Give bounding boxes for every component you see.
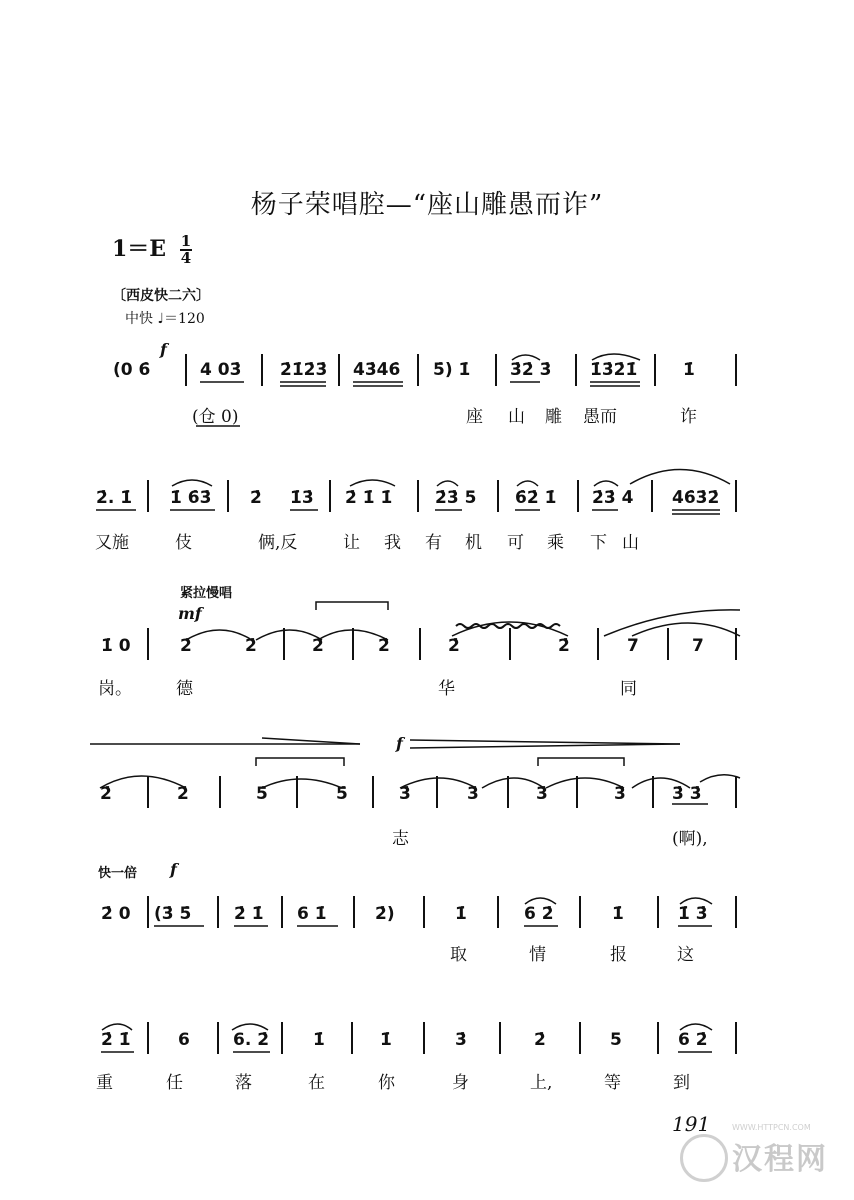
lyric: 志 bbox=[392, 829, 409, 849]
lyric: 上, bbox=[530, 1073, 553, 1093]
note-group: 1̇ 0 bbox=[101, 636, 131, 656]
note-group: 1̇ bbox=[455, 904, 467, 924]
note-group: 2̇ bbox=[245, 636, 257, 656]
lyric: 下 bbox=[590, 533, 607, 553]
note-group: 2̇1̇2̇3̇ bbox=[280, 360, 328, 380]
trill-line bbox=[456, 624, 560, 628]
lyric: 我 bbox=[384, 533, 401, 553]
note-group: 1̇ bbox=[683, 360, 695, 380]
note-group: 7 bbox=[692, 636, 704, 656]
note-group: 2̇ 1̇ 1̇ bbox=[345, 488, 393, 508]
note-group: 3̇ 3̇ bbox=[672, 784, 702, 804]
lyric: 座 bbox=[466, 407, 483, 427]
time-signature-numerator: 1 bbox=[180, 232, 192, 250]
watermark-logo-icon bbox=[680, 1134, 728, 1182]
note-group: 2̇ 1̇ bbox=[234, 904, 264, 924]
lyric: 重 bbox=[96, 1073, 113, 1093]
tempo-marking: 中快 ♩＝120 bbox=[125, 311, 205, 327]
performance-annotation: 紧拉慢唱 bbox=[180, 586, 233, 601]
lyric: 岗。 bbox=[98, 679, 132, 699]
dynamic-mark: f bbox=[160, 340, 167, 359]
lyric: 有 bbox=[425, 533, 442, 553]
note-group: 1̇ 3̇ bbox=[678, 904, 708, 924]
lyric: 在 bbox=[308, 1073, 325, 1093]
page-title: 杨子荣唱腔—“座山雕愚而诈” bbox=[250, 190, 604, 220]
lyric: 山 bbox=[622, 533, 639, 553]
note-group: 2̇3̇ 5 bbox=[435, 488, 477, 508]
note-group: 1̇ 6̇3̇ bbox=[170, 488, 212, 508]
lyric: 报 bbox=[610, 945, 627, 965]
note-group: 6 2̇ bbox=[524, 904, 554, 924]
dynamic-mark: mf bbox=[178, 604, 202, 623]
note-group: 1̇ bbox=[612, 904, 624, 924]
note-group: 3̇ bbox=[399, 784, 411, 804]
note-group: 2̇ bbox=[378, 636, 390, 656]
lyric: 伎 bbox=[175, 533, 192, 553]
lyric: 雕 bbox=[545, 407, 562, 427]
lyric: 任 bbox=[166, 1073, 183, 1093]
note-group: (3̇ 5̇ bbox=[154, 904, 192, 924]
lyric: (啊), bbox=[672, 829, 708, 849]
note-group: 3̇ bbox=[467, 784, 479, 804]
note-group: 2̇ bbox=[100, 784, 112, 804]
note-group: 2̇ bbox=[180, 636, 192, 656]
lyric: 等 bbox=[604, 1073, 621, 1093]
lyric: 同 bbox=[620, 679, 637, 699]
time-signature bbox=[180, 234, 192, 266]
note-group: 3̇2̇ 3̇ bbox=[510, 360, 552, 380]
lyric: 让 bbox=[343, 533, 360, 553]
lyric: 山 bbox=[508, 407, 525, 427]
tempo-annotation: 快一倍 bbox=[98, 866, 138, 881]
lyric: 落 bbox=[235, 1073, 252, 1093]
lyric: 诈 bbox=[680, 407, 697, 427]
dynamic-mark: f bbox=[396, 734, 403, 753]
note-group: 3̇ bbox=[536, 784, 548, 804]
note-group: 2̇ bbox=[250, 488, 262, 508]
dynamic-mark: f bbox=[170, 860, 177, 879]
banshi-label: 〔西皮快二六〕 bbox=[112, 288, 210, 304]
note-group: 6 1̇ bbox=[297, 904, 327, 924]
lyric: 又施 bbox=[95, 533, 129, 553]
lyric: 情 bbox=[529, 945, 546, 965]
note-group: 2̇3̇ 4̇ bbox=[592, 488, 634, 508]
slurs bbox=[100, 354, 740, 1030]
lyric: 华 bbox=[438, 679, 455, 699]
lyric: 机 bbox=[465, 533, 482, 553]
note-group: 1̇3̇2̇1̇ bbox=[590, 360, 638, 380]
note-group: 4 03̇ bbox=[200, 360, 242, 380]
watermark-url: WWW.HTTPCN.COM bbox=[732, 1123, 811, 1132]
key-label: 1＝E bbox=[112, 236, 167, 262]
note-group: 2̇ bbox=[177, 784, 189, 804]
note-group: 5̇ bbox=[256, 784, 268, 804]
note-group: 6̇2̇ 1̇ bbox=[515, 488, 557, 508]
watermark-text: 汉程网 bbox=[732, 1142, 828, 1177]
lyric: 可 bbox=[507, 533, 524, 553]
lyric: 身 bbox=[452, 1073, 469, 1093]
lyric: 这 bbox=[677, 945, 694, 965]
note-group: 2̇) bbox=[375, 904, 395, 924]
note-group: 1̇3̇ bbox=[290, 488, 314, 508]
note-group: 2̇ 0 bbox=[101, 904, 131, 924]
bar-lines bbox=[148, 354, 736, 1054]
note-group: 2̇ 1̇ bbox=[101, 1030, 131, 1050]
note-group: 2̇. 1̇ bbox=[96, 488, 133, 508]
note-group: 2̇ bbox=[448, 636, 460, 656]
key-signature bbox=[112, 232, 192, 266]
note-group: 6 bbox=[178, 1030, 190, 1050]
note-group: 4̇6̇3̇2̇ bbox=[672, 488, 720, 508]
note-group: 5̇) 1̇ bbox=[433, 360, 471, 380]
lyric: 到 bbox=[673, 1073, 690, 1093]
lyric: 德 bbox=[176, 679, 193, 699]
lyric: 取 bbox=[450, 945, 467, 965]
note-group: 4̇3̇4̇6̇ bbox=[353, 360, 401, 380]
note-group: 7 bbox=[627, 636, 639, 656]
lyric: 你 bbox=[378, 1073, 395, 1093]
note-group: 5 bbox=[610, 1030, 622, 1050]
note-group: 1̇ bbox=[313, 1030, 325, 1050]
lyric: 乘 bbox=[547, 533, 564, 553]
note-group: 2̇ bbox=[534, 1030, 546, 1050]
note-group: 3̇ bbox=[614, 784, 626, 804]
lyric: (仓 0) bbox=[192, 407, 239, 427]
note-group: 2̇ bbox=[312, 636, 324, 656]
note-group: 1̇ bbox=[380, 1030, 392, 1050]
note-group: 3̇ bbox=[455, 1030, 467, 1050]
note-group: (0 6̇ bbox=[113, 360, 151, 380]
lyric: 俩,反 bbox=[258, 533, 298, 553]
note-group: 6. 2̇ bbox=[233, 1030, 270, 1050]
page-number: 191 bbox=[672, 1112, 711, 1136]
note-group: 5̇ bbox=[336, 784, 348, 804]
time-signature-denominator: 4 bbox=[180, 249, 192, 267]
note-group: 6 2̇ bbox=[678, 1030, 708, 1050]
note-group: 2̇ bbox=[558, 636, 570, 656]
lyric: 愚而 bbox=[583, 407, 617, 427]
